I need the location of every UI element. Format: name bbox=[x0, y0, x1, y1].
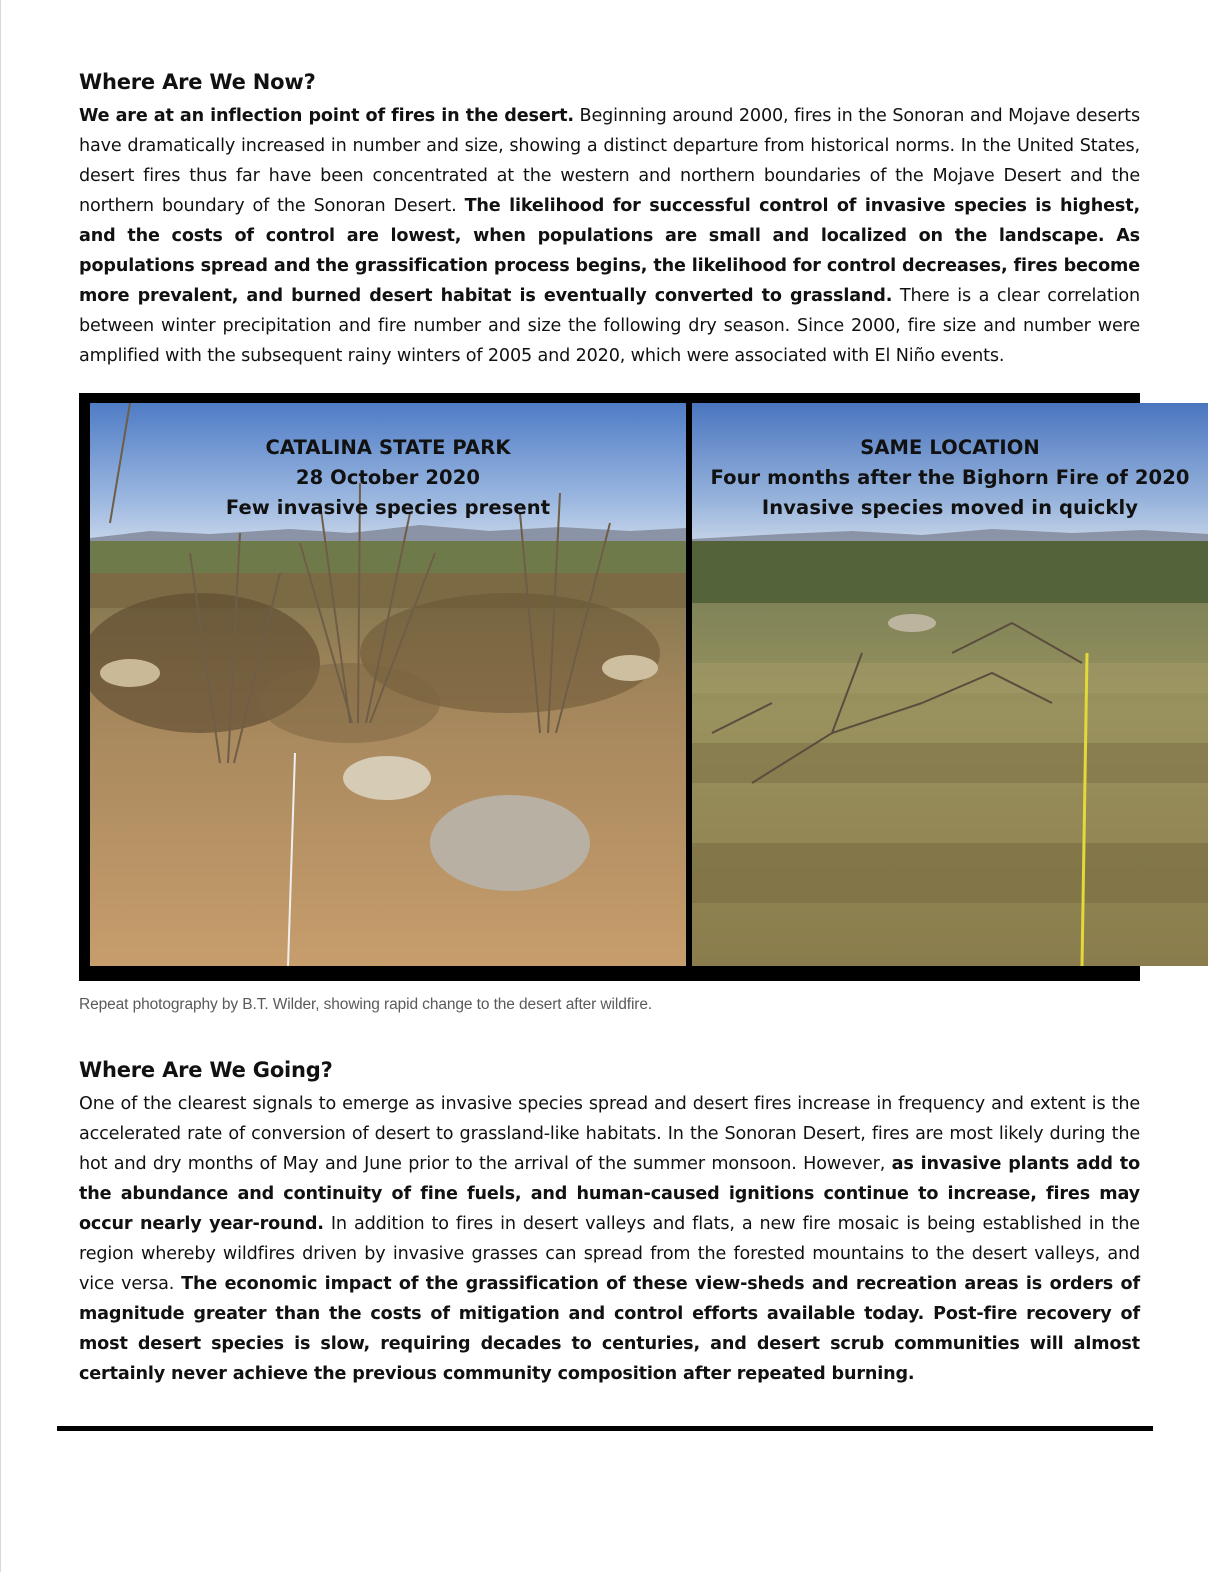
caption-line: Few invasive species present bbox=[225, 496, 551, 519]
caption-line: Four months after the Bighorn Fire of 2020 bbox=[710, 466, 1190, 489]
caption-line: CATALINA STATE PARK bbox=[265, 436, 511, 459]
page-edge bbox=[0, 0, 1, 1572]
section-paragraph bbox=[79, 101, 1140, 371]
paragraph-run-bold: We are at an inflection point of fires in the desert. bbox=[79, 106, 574, 126]
section-heading: Where Are We Now? bbox=[79, 70, 316, 94]
section-where-are-we-going bbox=[79, 1057, 1140, 1389]
paragraph-run: In addition to fires in desert valleys and flats, a new fire mosaic is being established in the region whereby wildfires driven by invasive grasses can spread from the forested mountains to the desert valleys, and vice versa. bbox=[79, 1214, 1140, 1294]
paragraph-run-bold: as invasive plants add to the abundance and continuity of fine fuels, and human-caused ignitions continue to increase, fires may occur nearly year-round. bbox=[79, 1154, 1141, 1234]
photo-before-fire bbox=[90, 403, 686, 966]
section-paragraph bbox=[79, 1089, 1140, 1389]
footer-rule bbox=[57, 1426, 1153, 1431]
photo-after-fire-caption bbox=[692, 433, 1208, 523]
paragraph-run-bold: The economic impact of the grassification of these view-sheds and recreation areas is orders of magnitude greater than the costs of mitigation and control efforts available today. Post-fire recovery of most desert species is slow, requiring decades to centuries, and desert scrub communities will almost certainly never achieve the previous community composition after repeated burning. bbox=[79, 1274, 1140, 1384]
repeat-photography-figure bbox=[79, 393, 1190, 981]
paragraph-run: Beginning around 2000, fires in the Sonoran and Mojave deserts have dramatically increased in number and size, showing a distinct departure from historical norms. In the United States, desert fires thus far have been concentrated at the western and northern boundaries of the Mojave Desert and the northern boundary of the Sonoran Desert. bbox=[79, 106, 1140, 216]
caption-line: SAME LOCATION bbox=[860, 436, 1040, 459]
paragraph-run-bold: The likelihood for successful control of invasive species is highest, and the costs of control are lowest, when populations are small and localized on the landscape. As populations spread and the grassification process begins, the likelihood for control decreases, fires become more prevalent, and burned desert habitat is eventually converted to grassland. bbox=[79, 196, 1141, 306]
paragraph-run: There is a clear correlation between winter precipitation and fire number and size the following dry season. Since 2000, fire size and number were amplified with the subsequent rainy winters of 2005 and 2020, which were associated with El Niño events. bbox=[79, 286, 1140, 366]
caption-line: Invasive species moved in quickly bbox=[761, 496, 1139, 519]
figure-caption: Repeat photography by B.T. Wilder, showing rapid change to the desert after wildfire. bbox=[79, 996, 653, 1013]
paragraph-run: One of the clearest signals to emerge as invasive species spread and desert fires increase in frequency and extent is the accelerated rate of conversion of desert to grassland-like habitats. In the Sonoran Desert, fires are most likely during the hot and dry months of May and June prior to the arrival of the summer monsoon. However, bbox=[79, 1094, 1140, 1174]
photo-before-fire-caption bbox=[90, 433, 686, 523]
photo-after-fire bbox=[692, 403, 1208, 966]
section-where-are-we-now bbox=[79, 69, 1140, 371]
caption-line: 28 October 2020 bbox=[295, 466, 481, 489]
section-heading: Where Are We Going? bbox=[79, 1058, 333, 1082]
